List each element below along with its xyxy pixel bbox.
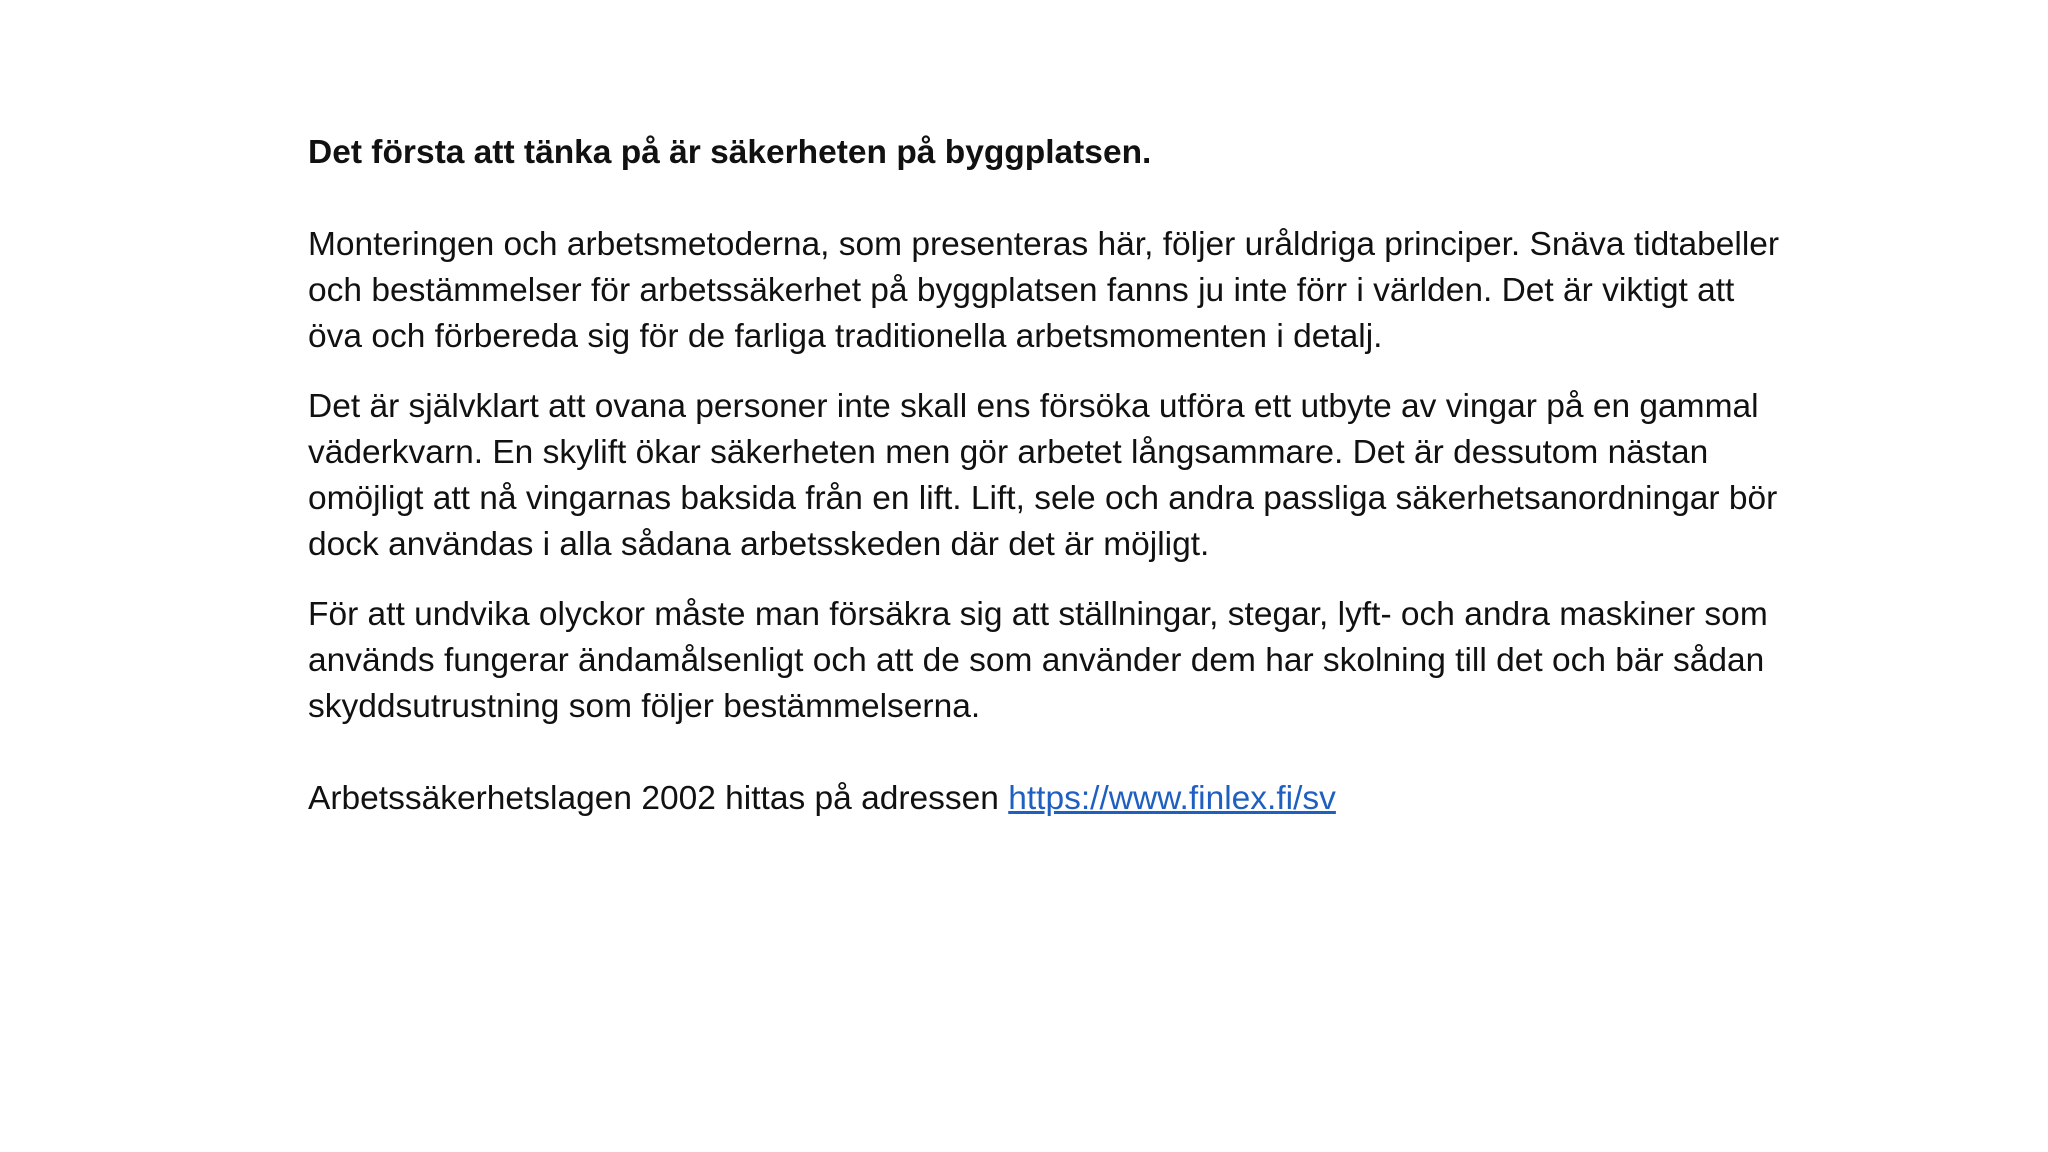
paragraph-line: dock användas i alla sådana arbetsskeden där det är möjligt. (308, 526, 1210, 563)
paragraph-line: används fungerar ändamålsenligt och att de som använder dem har skolning till det och bär sådan (308, 642, 1765, 679)
footer-reference (308, 776, 1898, 822)
finlex-link[interactable]: https://www.finlex.fi/sv (1008, 780, 1336, 817)
paragraph-1 (308, 222, 1898, 360)
slide-content (308, 130, 1898, 846)
footer-text: Arbetssäkerhetslagen 2002 hittas på adressen (308, 780, 1009, 817)
paragraph-line: omöjligt att nå vingarnas baksida från en lift. Lift, sele och andra passliga säkerhetsanordningar bör (308, 480, 1778, 517)
paragraph-line: och bestämmelser för arbetssäkerhet på byggplatsen fanns ju inte förr i världen. Det är viktigt att (308, 272, 1735, 309)
slide-heading: Det första att tänka på är säkerheten på byggplatsen. (308, 134, 1152, 171)
paragraph-line: väderkvarn. En skylift ökar säkerheten men gör arbetet långsammare. Det är dessutom nästan (308, 434, 1709, 471)
paragraph-line: öva och förbereda sig för de farliga traditionella arbetsmomenten i detalj. (308, 318, 1383, 355)
paragraph-3 (308, 592, 1898, 730)
paragraph-line: Det är självklart att ovana personer inte skall ens försöka utföra ett utbyte av vingar på en gammal (308, 388, 1759, 425)
paragraph-line: Monteringen och arbetsmetoderna, som presenteras här, följer uråldriga principer. Snäva tidtabeller (308, 226, 1780, 263)
paragraph-line: skyddsutrustning som följer bestämmelserna. (308, 688, 981, 725)
paragraph-2 (308, 384, 1898, 568)
paragraph-line: För att undvika olyckor måste man försäkra sig att ställningar, stegar, lyft- och andra maskiner som (308, 596, 1768, 633)
